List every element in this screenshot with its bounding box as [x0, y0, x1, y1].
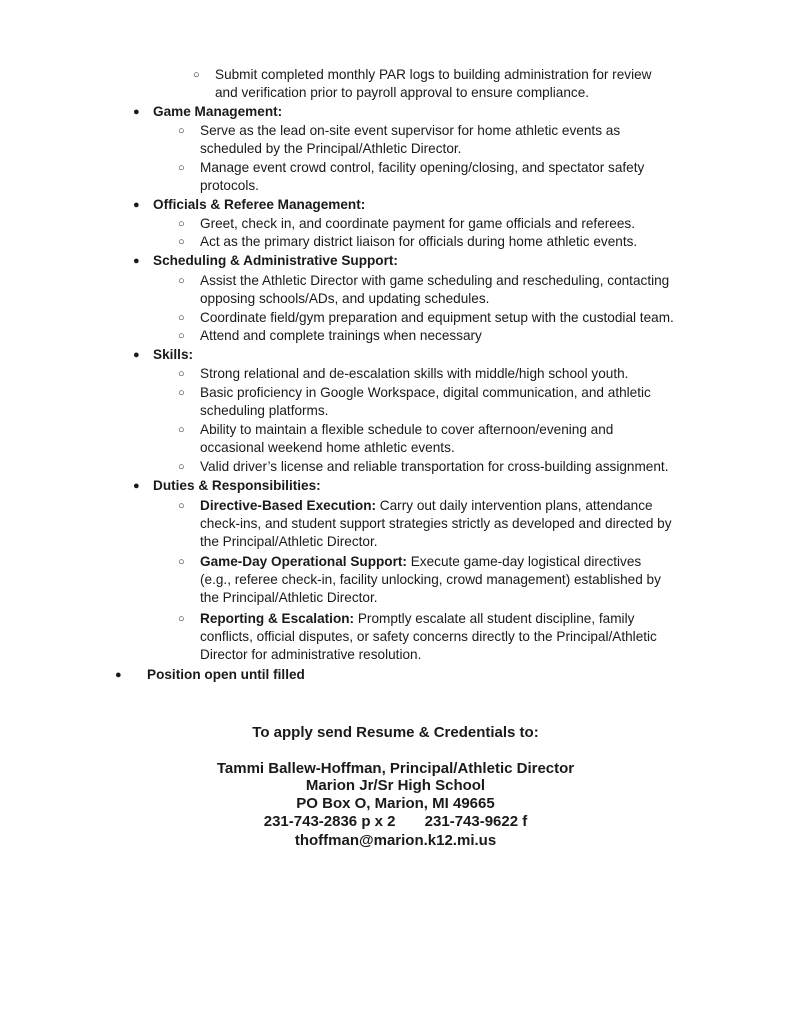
officials-heading: Officials & Referee Management:: [153, 197, 366, 212]
duties-heading: Duties & Responsibilities:: [153, 478, 321, 493]
hollow-bullet-icon: ○: [178, 461, 185, 473]
scheduling-item-1-cont: opposing schools/ADs, and updating schedules.: [200, 291, 490, 306]
duties-item-1-cont-2: the Principal/Athletic Director.: [200, 534, 378, 549]
game-management-item-1-cont: scheduled by the Principal/Athletic Director.: [200, 141, 462, 156]
duties-item-2-label: Game-Day Operational Support:: [200, 554, 407, 569]
scheduling-item-2: Coordinate field/gym preparation and equipment setup with the custodial team.: [200, 310, 674, 325]
solid-bullet-icon: ●: [115, 669, 122, 681]
contact-address: PO Box O, Marion, MI 49665: [296, 795, 495, 812]
duties-item-3-text: Promptly escalate all student discipline, family: [354, 611, 635, 626]
skills-heading: Skills:: [153, 347, 194, 362]
duties-item-3: [200, 610, 634, 628]
hollow-bullet-icon: ○: [178, 125, 185, 137]
hollow-bullet-icon: ○: [178, 330, 185, 342]
scheduling-heading: Scheduling & Administrative Support:: [153, 253, 398, 268]
hollow-bullet-icon: ○: [178, 275, 185, 287]
duties-item-2: [200, 553, 641, 571]
hollow-bullet-icon: ○: [178, 500, 185, 512]
duties-item-1-cont: check-ins, and student support strategies strictly as developed and directed by: [200, 516, 672, 531]
hollow-bullet-icon: ○: [178, 312, 185, 324]
hollow-bullet-icon: ○: [178, 162, 185, 174]
hollow-bullet-icon: ○: [178, 387, 185, 399]
scheduling-item-1: Assist the Athletic Director with game scheduling and rescheduling, contacting: [200, 273, 670, 288]
par-logs-line-2: and verification prior to payroll approval to ensure compliance.: [215, 85, 590, 100]
duties-item-1-text: Carry out daily intervention plans, attendance: [376, 498, 653, 513]
contact-email: thoffman@marion.k12.mi.us: [294, 832, 497, 849]
duties-item-1: [200, 497, 653, 515]
hollow-bullet-icon: ○: [178, 368, 185, 380]
game-management-item-1: Serve as the lead on-site event supervisor for home athletic events as: [200, 123, 621, 138]
hollow-bullet-icon: ○: [178, 613, 185, 625]
game-management-item-2-cont: protocols.: [200, 178, 259, 193]
duties-item-2-cont: (e.g., referee check-in, facility unlocking, crowd management) established by: [200, 572, 661, 587]
skills-item-2-cont: scheduling platforms.: [200, 403, 329, 418]
duties-item-1-label: Directive-Based Execution:: [200, 498, 377, 513]
duties-item-3-label: Reporting & Escalation:: [200, 611, 355, 626]
solid-bullet-icon: ●: [133, 106, 140, 118]
hollow-bullet-icon: ○: [178, 218, 185, 230]
duties-item-3-cont: conflicts, official disputes, or safety concerns directly to the Principal/Athletic: [200, 629, 657, 644]
skills-item-2: Basic proficiency in Google Workspace, digital communication, and athletic: [200, 385, 651, 400]
contact-school: Marion Jr/Sr High School: [305, 777, 486, 794]
scheduling-item-3: Attend and complete trainings when necessary: [200, 328, 482, 343]
contact-name: Tammi Ballew-Hoffman, Principal/Athletic Director: [216, 760, 575, 777]
solid-bullet-icon: ●: [133, 255, 140, 267]
position-open-note: Position open until filled: [147, 667, 305, 682]
hollow-bullet-icon: ○: [178, 556, 185, 568]
skills-item-3: Ability to maintain a flexible schedule to cover afternoon/evening and: [200, 422, 614, 437]
duties-item-3-cont-2: Director for administrative resolution.: [200, 647, 422, 662]
hollow-bullet-icon: ○: [193, 69, 200, 81]
hollow-bullet-icon: ○: [178, 236, 185, 248]
duties-item-2-cont-2: the Principal/Athletic Director.: [200, 590, 378, 605]
solid-bullet-icon: ●: [133, 199, 140, 211]
skills-item-3-cont: occasional weekend home athletic events.: [200, 440, 455, 455]
game-management-heading: Game Management:: [153, 104, 283, 119]
par-logs-line-1: Submit completed monthly PAR logs to building administration for review: [215, 67, 652, 82]
officials-item-2: Act as the primary district liaison for officials during home athletic events.: [200, 234, 638, 249]
skills-item-1: Strong relational and de-escalation skills with middle/high school youth.: [200, 366, 629, 381]
solid-bullet-icon: ●: [133, 480, 140, 492]
solid-bullet-icon: ●: [133, 349, 140, 361]
contact-phones: 231-743-2836 p x 2 231-743-9622 f: [263, 813, 528, 830]
duties-item-2-text: Execute game-day logistical directives: [406, 554, 642, 569]
officials-item-1: Greet, check in, and coordinate payment for game officials and referees.: [200, 216, 635, 231]
hollow-bullet-icon: ○: [178, 424, 185, 436]
game-management-item-2: Manage event crowd control, facility opening/closing, and spectator safety: [200, 160, 645, 175]
apply-heading: To apply send Resume & Credentials to:: [252, 724, 539, 741]
skills-item-4: Valid driver’s license and reliable transportation for cross-building assignment.: [200, 459, 669, 474]
